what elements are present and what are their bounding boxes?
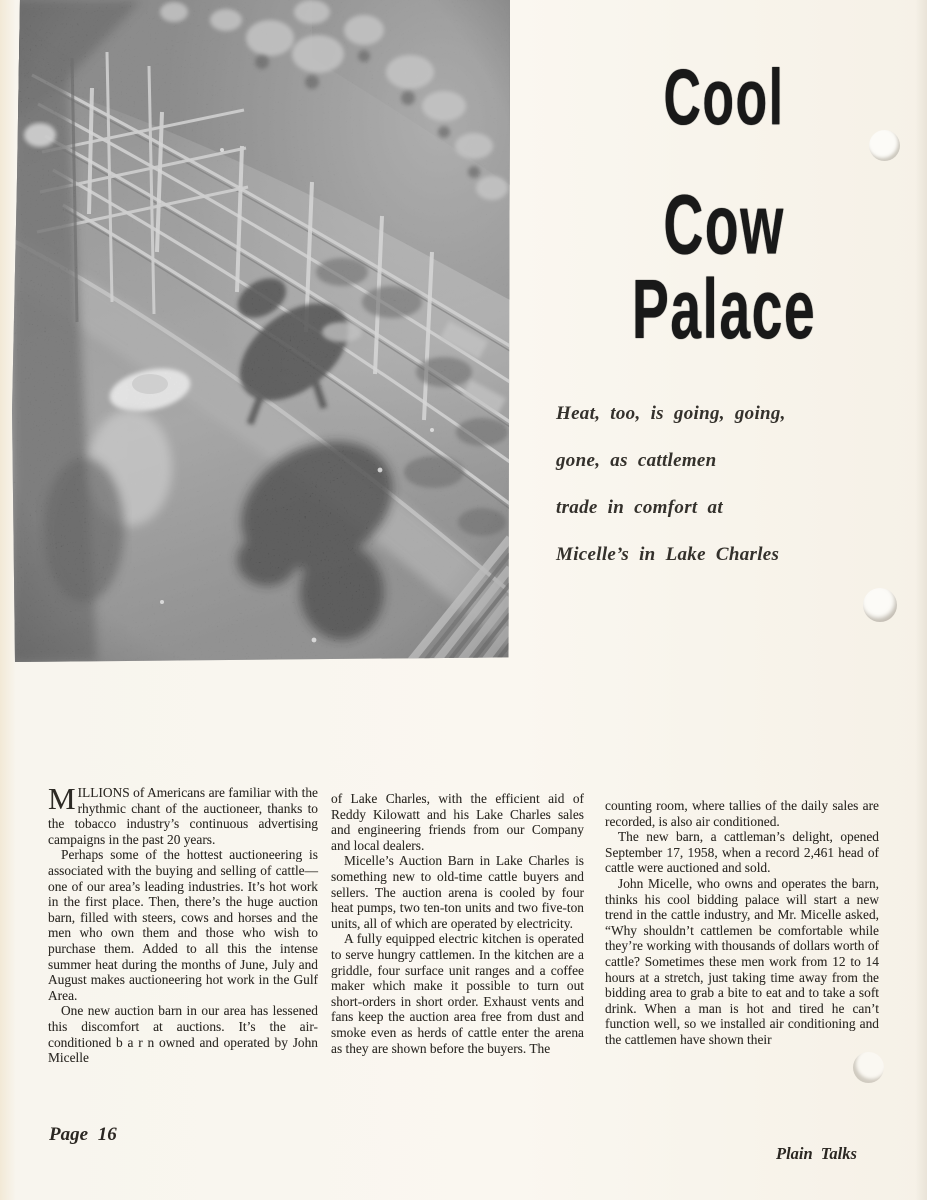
paragraph: John Micelle, who owns and operates the barn, thinks his cool bidding palace will start a new trend in the cattle industry, and Mr. Micelle asked, “Why shouldn’t cattlemen be comfortable while they’re working with thousands of dollars worth of cattle? Sometimes these men work from 12 to 14 hours at a stretch, just taking time away from the bidding area to grab a bite to eat and to take a soft drink. When a man is hot and tired he can’t function well, so we installed air conditioning and the cattlemen have shown their	[605, 875, 879, 1047]
paragraph: of Lake Charles, with the efficient aid of Reddy Kilowatt and his Lake Charles sales and engineering friends from our Company and local dealers.	[331, 791, 584, 853]
page-number: Page 16	[49, 1124, 117, 1145]
deck-line: Heat, too, is going, going,	[556, 403, 786, 424]
deck-line: Micelle’s in Lake Charles	[556, 544, 780, 565]
article-body	[48, 781, 879, 1066]
title-line-1: Cool	[663, 53, 785, 142]
paragraph: The new barn, a cattleman’s delight, opened September 17, 1958, when a record 2,461 head of cattle were auctioned and sold.	[605, 829, 879, 876]
hole-punch	[869, 130, 900, 161]
drop-cap: M	[48, 781, 76, 816]
page-edge-shadow	[915, 0, 927, 1200]
paragraph: Perhaps some of the hottest auctioneering is associated with the buying and selling of cattle—one of our area’s leading industries. It’s hot work in the first place. Then, there’s the huge auction barn, filled with steers, cows and horses and the men who own them and those who wish to purchase them. Added to all this the intense summer heat during the months of June, July and August makes auctioneering hot work in the Gulf Area.	[48, 847, 318, 1003]
article-title	[528, 0, 920, 357]
paragraph: MILLIONS of Americans are familiar with the rhythmic chant of the auctioneer, thanks to the tobacco industry’s continuous advertising campaigns in the past 20 years.	[48, 781, 318, 847]
deck-line: gone, as cattlemen	[556, 450, 717, 471]
hole-punch	[853, 1052, 884, 1083]
paragraph: One new auction barn in our area has lessened this discomfort at auctions. It’s the air-conditioned b a r n owned and operated by John Micelle	[48, 1003, 318, 1066]
article-deck	[556, 403, 901, 591]
column-2	[331, 785, 584, 1066]
column-1	[48, 781, 318, 1066]
column-3	[605, 785, 879, 1066]
deck-line: trade in comfort at	[556, 497, 723, 518]
paragraph: Micelle’s Auction Barn in Lake Charles is something new to old-time cattle buyers and sellers. The auction arena is cooled by four heat pumps, two ten-ton units and two five-ton units, all of which are operated by electricity.	[331, 853, 584, 931]
hole-punch	[863, 588, 897, 622]
publication-name: Plain Talks	[776, 1144, 857, 1163]
paragraph: counting room, where tallies of the daily sales are recorded, is also air conditioned.	[605, 798, 879, 829]
paragraph: A fully equipped electric kitchen is operated to serve hungry cattlemen. In the kitchen are a griddle, four surface unit ranges and a coffee maker which make it possible to turn out short-orders in short order. Exhaust vents and fans keep the auction area free from dust and smoke even as herds of cattle enter the arena as they are shown before the buyers. The	[331, 931, 584, 1056]
auction-arena-illustration	[12, 0, 510, 662]
title-line-2: Cow Palace	[631, 177, 817, 357]
auction-arena-photo	[12, 0, 510, 662]
